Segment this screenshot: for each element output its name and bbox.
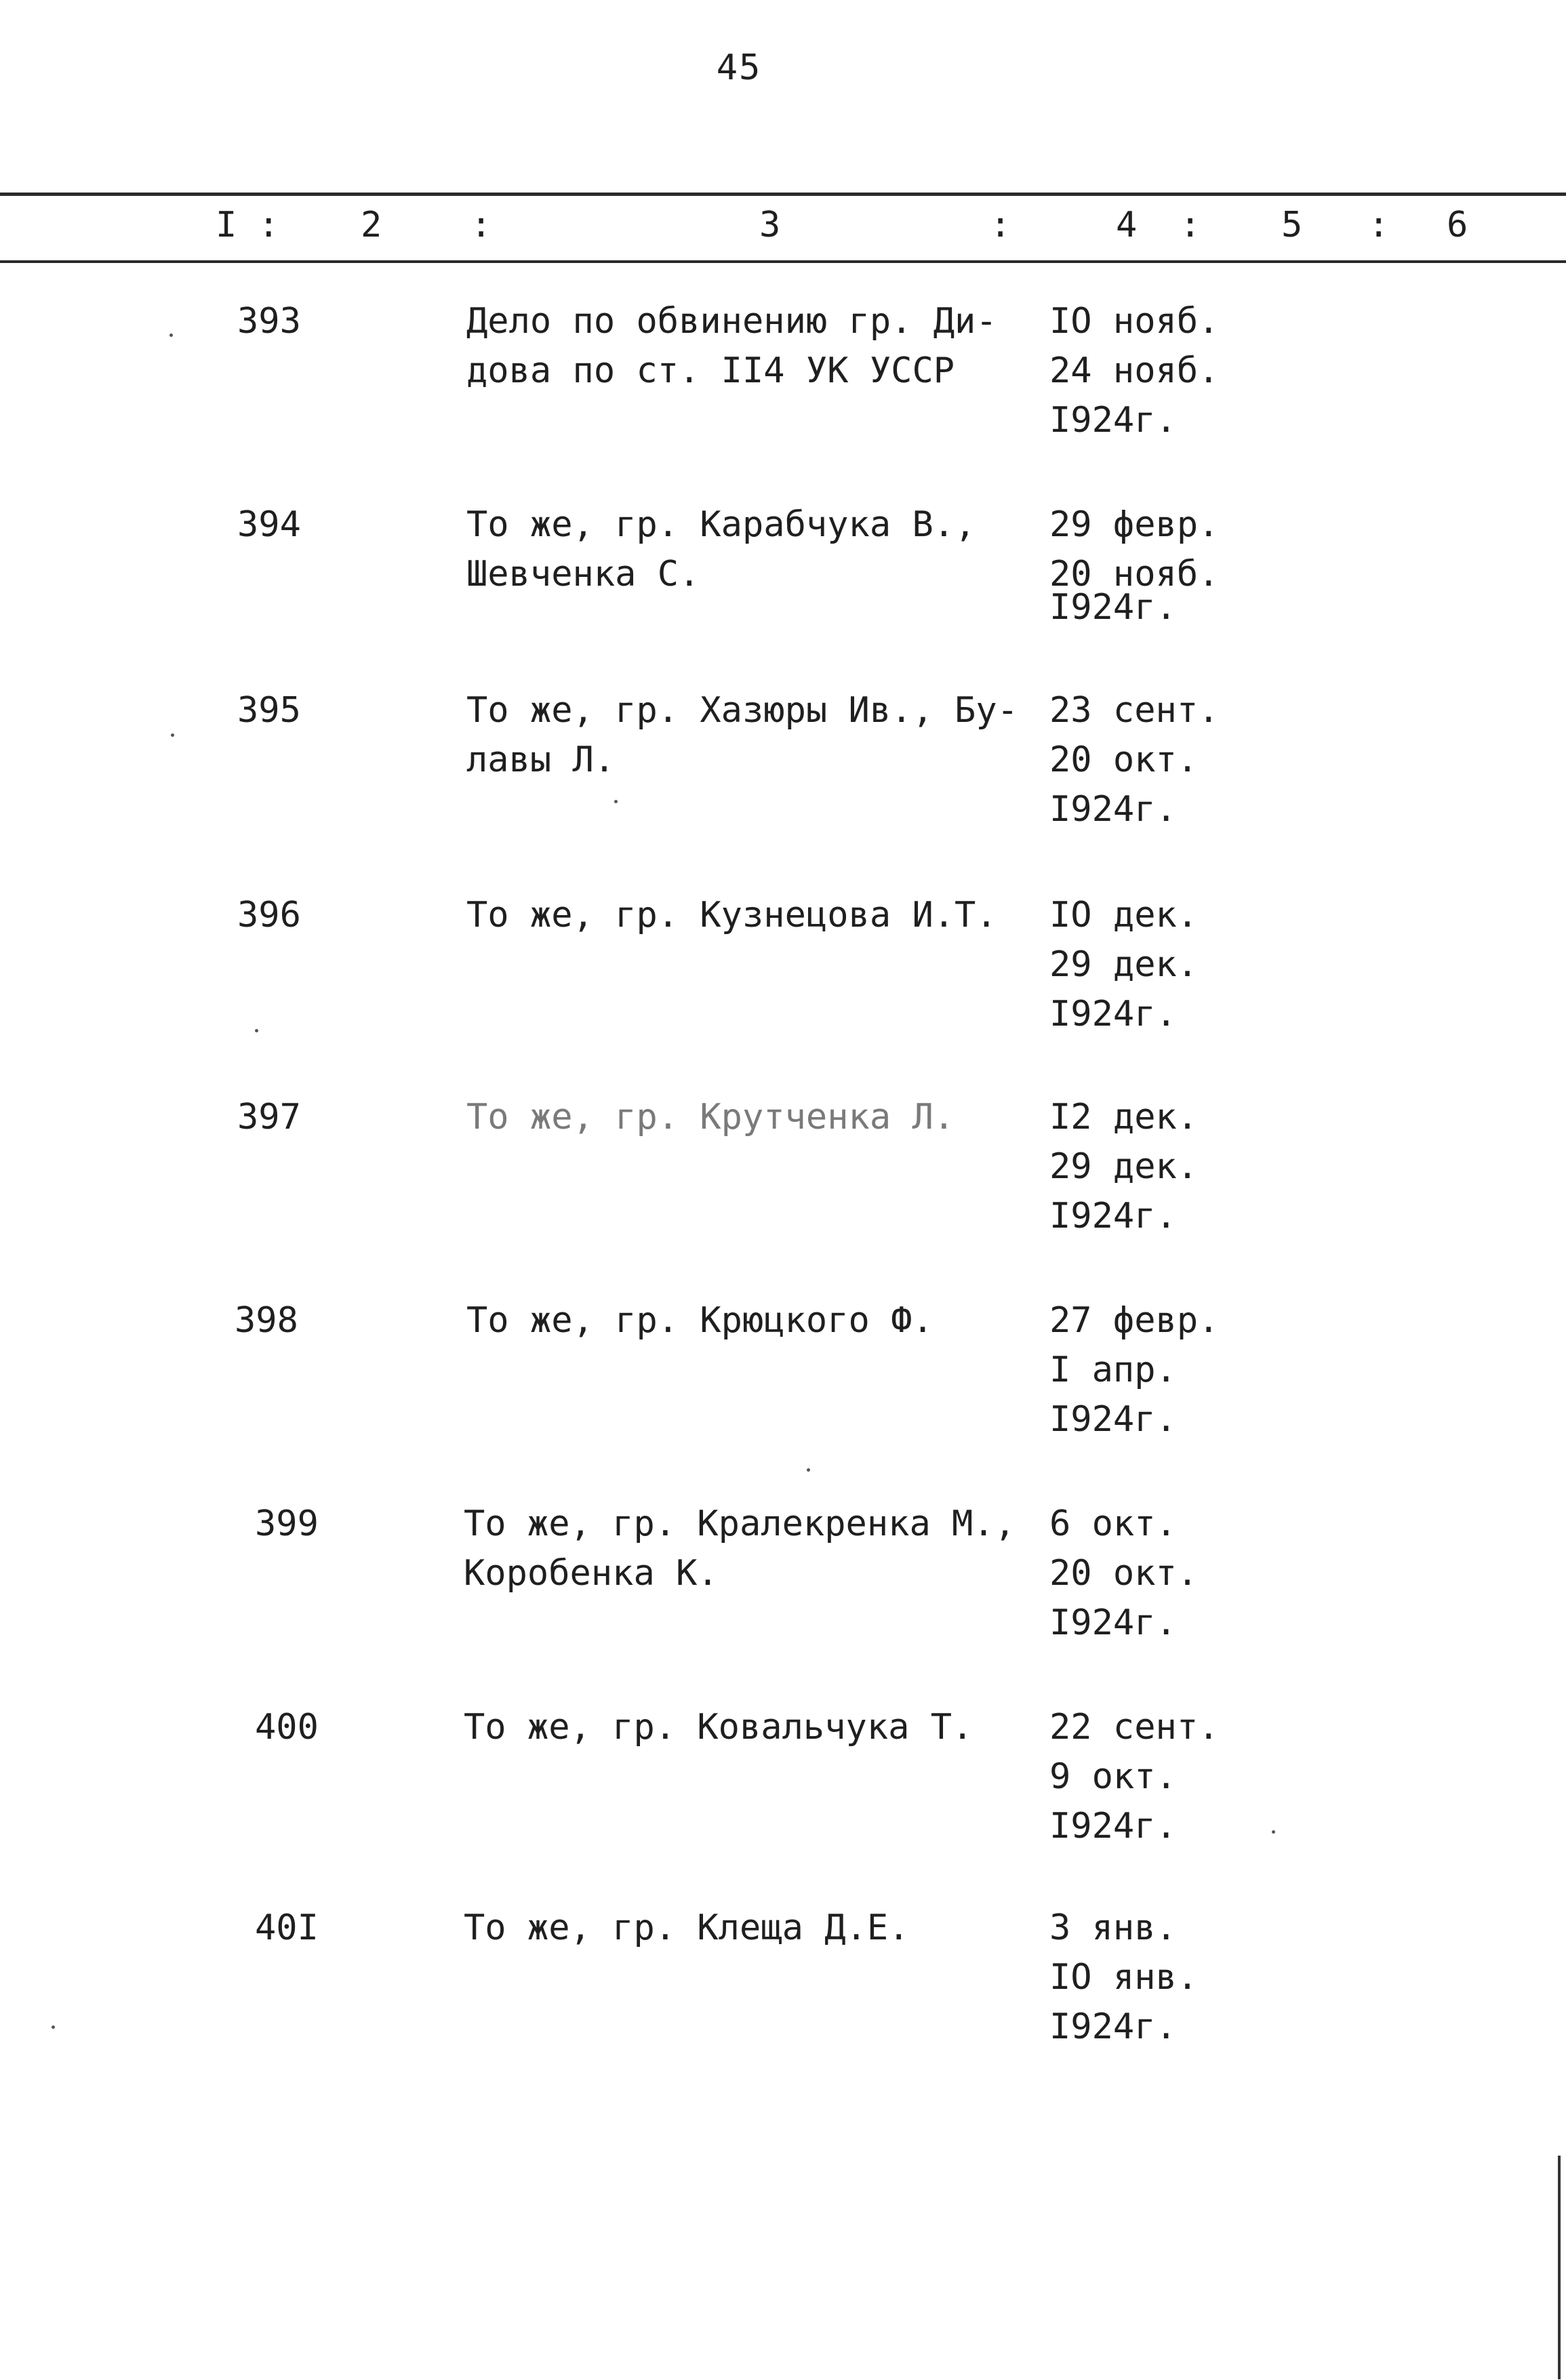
date-start: 29 февр. <box>1049 504 1220 545</box>
date-end: 24 нояб. <box>1049 350 1220 391</box>
case-dates <box>1049 1499 1266 1648</box>
header-col-6: 6 <box>1447 205 1468 245</box>
page-number: 45 <box>716 47 762 88</box>
scan-speck <box>255 1029 258 1032</box>
case-number: 393 <box>237 301 301 342</box>
case-title: То же, гр. Карабчука В., Шевченка С. <box>466 504 976 594</box>
date-end: 20 нояб. <box>1049 554 1220 594</box>
date-year: I924г. <box>1049 2006 1177 2047</box>
case-title: То же, гр. Клеща Д.Е. <box>464 1908 910 1948</box>
case-dates <box>1049 686 1266 834</box>
date-year: I924г. <box>1049 1602 1177 1643</box>
date-year: I924г. <box>1049 400 1177 441</box>
case-title: То же, гр. Крюцкого Ф. <box>466 1300 933 1341</box>
date-start: IO нояб. <box>1049 301 1220 342</box>
date-end: 9 окт. <box>1049 1756 1177 1797</box>
date-year: I924г. <box>1049 1196 1177 1236</box>
date-start: 22 сент. <box>1049 1707 1220 1748</box>
case-dates <box>1049 297 1266 445</box>
case-number: 397 <box>237 1097 301 1137</box>
case-dates <box>1049 500 1266 632</box>
case-number: 400 <box>255 1707 319 1748</box>
table-header <box>0 199 1566 254</box>
date-year: I924г. <box>1049 1806 1177 1847</box>
date-start: IO дек. <box>1049 895 1199 935</box>
table-top-rule <box>0 193 1566 196</box>
case-number: 399 <box>255 1504 319 1544</box>
date-start: I2 дек. <box>1049 1097 1199 1137</box>
date-end: I апр. <box>1049 1350 1177 1390</box>
case-dates <box>1049 1296 1266 1445</box>
date-year: I924г. <box>1049 994 1177 1034</box>
case-title: То же, гр. Кралекренка М., Коробенка К. <box>464 1504 1016 1594</box>
case-number: 398 <box>235 1300 298 1341</box>
case-title: То же, гр. Крутченка Л. <box>466 1097 955 1137</box>
table-header-rule <box>0 260 1566 263</box>
date-year: I924г. <box>1049 1399 1177 1440</box>
header-separator-5: : <box>1368 205 1390 245</box>
date-end: IO янв. <box>1049 1957 1199 1998</box>
header-separator-2: : <box>470 205 492 245</box>
case-number: 396 <box>237 895 301 935</box>
case-title: То же, гр. Кузнецова И.Т. <box>466 895 997 935</box>
date-start: 27 февр. <box>1049 1300 1220 1341</box>
case-dates <box>1049 1903 1266 2052</box>
date-start: 23 сент. <box>1049 690 1220 731</box>
date-year: I924г. <box>1049 789 1177 830</box>
date-start: 6 окт. <box>1049 1504 1177 1544</box>
header-col-4: 4 <box>1116 205 1138 245</box>
scan-speck <box>171 733 174 737</box>
case-title: То же, гр. Ковальчука Т. <box>464 1707 973 1748</box>
header-col-2: 2 <box>361 205 382 245</box>
case-number: 40I <box>255 1908 319 1948</box>
scan-edge-mark <box>1558 2156 1561 2379</box>
date-end: 20 окт. <box>1049 1553 1199 1594</box>
case-dates <box>1049 1093 1266 1241</box>
case-title: Дело по обвинению гр. Ди- дова по ст. II4 УК УССР <box>466 301 997 391</box>
date-start: 3 янв. <box>1049 1908 1177 1948</box>
date-end: 20 окт. <box>1049 740 1199 780</box>
case-dates <box>1049 891 1266 1039</box>
scan-speck <box>52 2025 55 2029</box>
header-separator-4: : <box>1180 205 1201 245</box>
scan-speck <box>614 800 618 803</box>
scan-speck <box>1272 1830 1275 1834</box>
case-number: 395 <box>237 690 301 731</box>
date-end: 29 дек. <box>1049 944 1199 985</box>
scan-speck <box>807 1468 810 1472</box>
case-number: 394 <box>237 504 301 545</box>
header-col-3: 3 <box>759 205 781 245</box>
date-year: I924г. <box>1049 587 1177 628</box>
scan-speck <box>169 334 173 337</box>
case-dates <box>1049 1703 1266 1851</box>
date-end: 29 дек. <box>1049 1146 1199 1187</box>
header-separator-3: : <box>990 205 1011 245</box>
header-col-1: I : <box>216 205 279 245</box>
header-col-5: 5 <box>1281 205 1303 245</box>
case-title: То же, гр. Хазюры Ив., Бу- лавы Л. <box>466 690 1018 780</box>
